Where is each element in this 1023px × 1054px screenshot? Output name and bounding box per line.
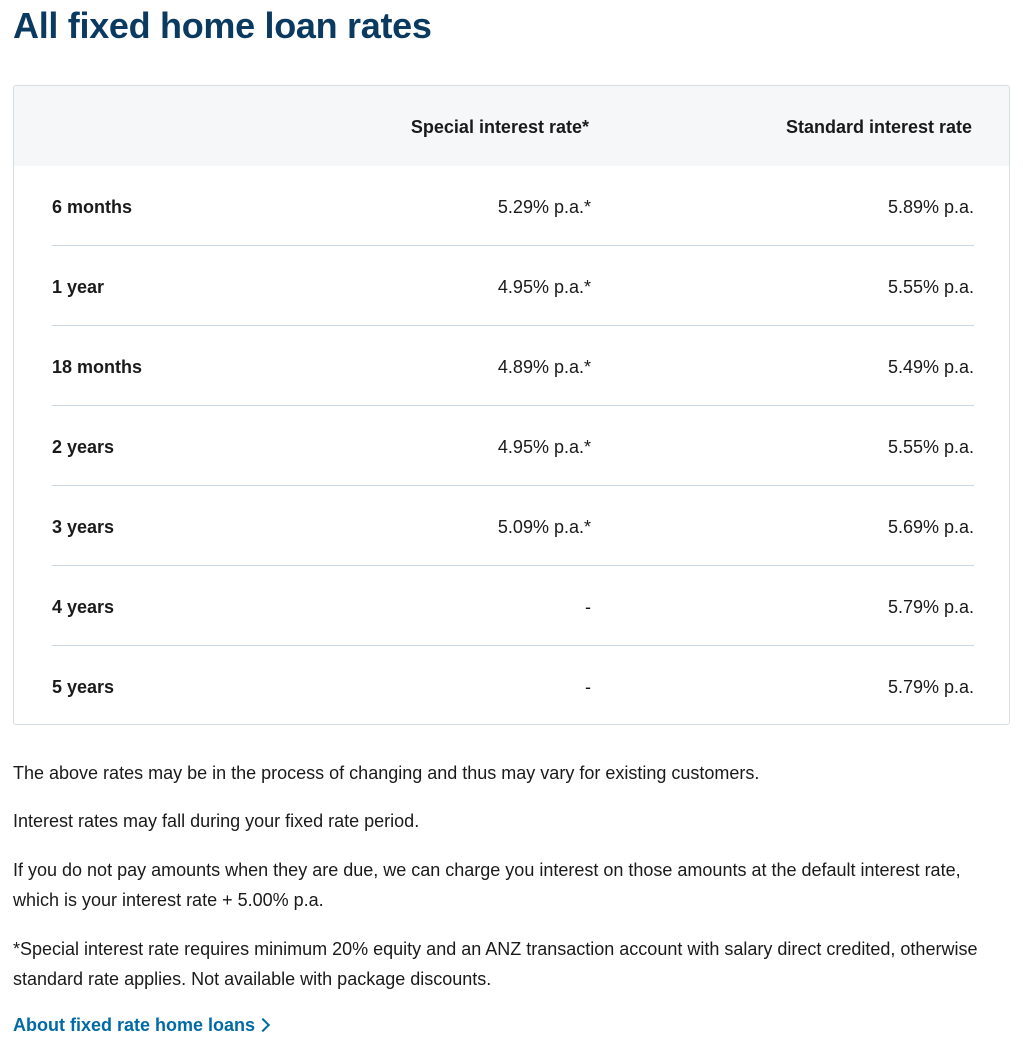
standard-rate-cell: 5.55% p.a. xyxy=(887,277,974,297)
column-header-special-rate: Special interest rate* xyxy=(410,117,589,137)
term-cell: 18 months xyxy=(52,357,143,377)
fixed-rates-table xyxy=(13,85,1010,725)
term-cell: 2 years xyxy=(52,437,115,457)
standard-rate-cell: 5.79% p.a. xyxy=(887,597,974,617)
standard-rate-cell: 5.69% p.a. xyxy=(887,517,974,537)
table-row xyxy=(52,646,974,725)
special-rate-cell: 4.95% p.a.* xyxy=(497,277,591,297)
table-row xyxy=(52,486,974,566)
chevron-right-icon xyxy=(256,1018,270,1032)
special-rate-cell: 5.09% p.a.* xyxy=(497,517,591,537)
term-cell: 4 years xyxy=(52,597,115,617)
standard-rate-cell: 5.55% p.a. xyxy=(887,437,974,457)
rates-changing-note: The above rates may be in the process of changing and thus may vary for existing customers. xyxy=(13,763,760,783)
term-cell: 6 months xyxy=(52,197,133,217)
term-cell: 3 years xyxy=(52,517,115,537)
standard-rate-cell: 5.79% p.a. xyxy=(887,677,974,697)
about-fixed-rate-link[interactable] xyxy=(13,1010,268,1040)
table-row xyxy=(52,246,974,326)
standard-rate-cell: 5.89% p.a. xyxy=(887,197,974,217)
table-row xyxy=(52,566,974,646)
special-rate-conditions-note: *Special interest rate requires minimum 20% equity and an ANZ transaction account with salary direct credited, otherwise standard rate applies. Not available with package discounts. xyxy=(13,939,978,989)
table-row xyxy=(52,406,974,486)
rates-fall-note: Interest rates may fall during your fixed rate period. xyxy=(13,811,420,831)
table-row xyxy=(52,326,974,406)
table-body xyxy=(52,166,974,725)
special-rate-cell: 5.29% p.a.* xyxy=(497,197,591,217)
special-rate-cell: - xyxy=(585,597,591,617)
default-interest-note: If you do not pay amounts when they are due, we can charge you interest on those amounts at the default interest rate, which is your interest rate + 5.00% p.a. xyxy=(13,860,961,910)
term-cell: 5 years xyxy=(52,677,115,697)
term-cell: 1 year xyxy=(52,277,105,297)
about-fixed-rate-link-label: About fixed rate home loans xyxy=(13,1015,256,1035)
special-rate-cell: - xyxy=(585,677,591,697)
table-header xyxy=(14,86,1009,166)
special-rate-cell: 4.89% p.a.* xyxy=(497,357,591,377)
table-row xyxy=(52,166,974,246)
column-header-standard-rate: Standard interest rate xyxy=(785,117,972,137)
standard-rate-cell: 5.49% p.a. xyxy=(887,357,974,377)
page-title: All fixed home loan rates xyxy=(13,5,432,46)
special-rate-cell: 4.95% p.a.* xyxy=(497,437,591,457)
